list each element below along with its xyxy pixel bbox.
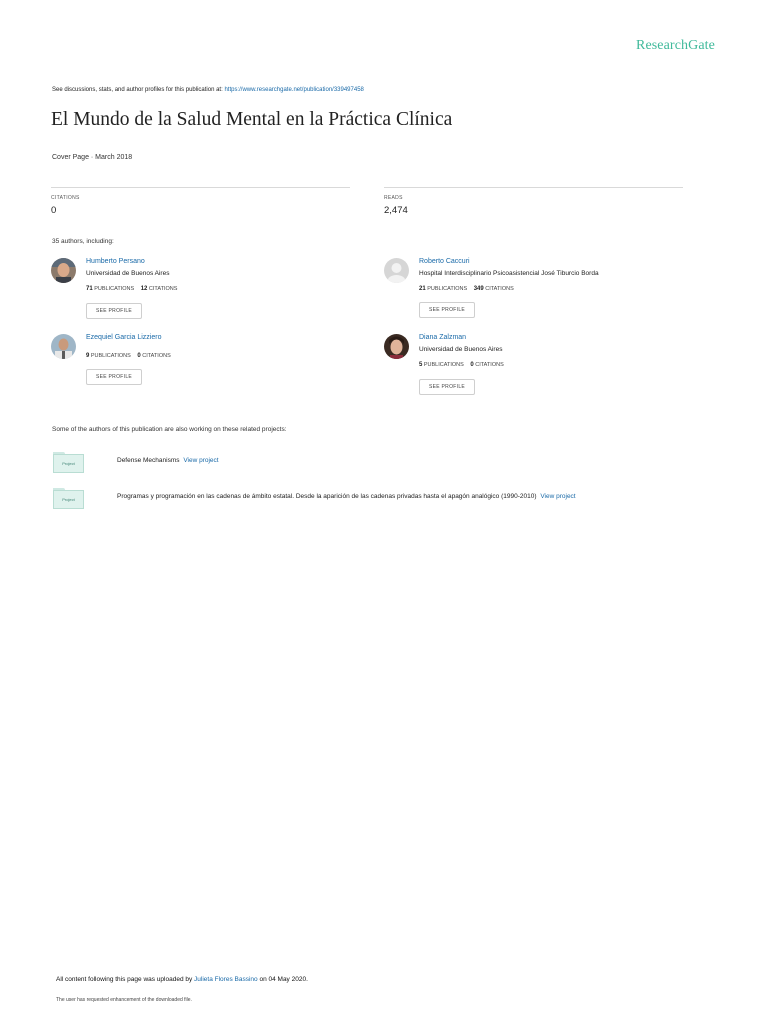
- author-institution: Universidad de Buenos Aires: [86, 270, 170, 277]
- view-project-link[interactable]: View project: [183, 457, 219, 464]
- see-profile-button[interactable]: SEE PROFILE: [419, 379, 475, 395]
- publications-label: PUBLICATIONS: [94, 286, 135, 292]
- publication-url-link[interactable]: https://www.researchgate.net/publication/339497458: [224, 87, 364, 93]
- author-counts: [419, 362, 504, 368]
- citations-count: 0: [137, 353, 141, 359]
- author-name[interactable]: Humberto Persano: [86, 258, 145, 265]
- default-avatar-icon[interactable]: [384, 258, 409, 283]
- project-title: Defense Mechanisms: [117, 457, 180, 464]
- author-name[interactable]: Roberto Caccuri: [419, 258, 470, 265]
- see-profile-button[interactable]: SEE PROFILE: [86, 303, 142, 319]
- publications-count: 21: [419, 286, 426, 292]
- publications-count: 71: [86, 286, 93, 292]
- view-project-link[interactable]: View project: [540, 493, 576, 500]
- publication-title: El Mundo de la Salud Mental en la Práctica Clínica: [51, 109, 453, 130]
- project-title-line: [117, 493, 576, 500]
- publications-label: PUBLICATIONS: [90, 353, 131, 359]
- related-project-item: [53, 452, 733, 476]
- author-counts: [419, 286, 514, 292]
- uploader-link[interactable]: Julieta Flores Bassino: [194, 976, 258, 983]
- project-title: Programas y programación en las cadenas de ámbito estatal. Desde la aparición de las cadenas privadas hasta el apagón analógico (1990-2010): [117, 493, 537, 500]
- author-card-diana-zalzman: [384, 334, 684, 394]
- author-name[interactable]: Ezequiel Garcia Lizziero: [86, 334, 162, 341]
- publications-count: 5: [419, 362, 423, 368]
- see-profile-button[interactable]: SEE PROFILE: [86, 369, 142, 385]
- related-project-item: [53, 488, 733, 512]
- citations-count: 12: [140, 286, 148, 292]
- enhancement-note: The user has requested enhancement of the downloaded file.: [56, 997, 192, 1003]
- reads-label: READS: [384, 195, 403, 201]
- author-avatar[interactable]: [51, 258, 76, 283]
- project-folder-icon[interactable]: [53, 452, 84, 474]
- citations-label: CITATIONS: [475, 362, 504, 368]
- publications-count: 9: [86, 353, 90, 359]
- project-icon-label: Project: [53, 490, 84, 509]
- author-card-ezequiel-garcia-lizziero: [51, 334, 351, 394]
- publications-label: PUBLICATIONS: [423, 362, 464, 368]
- citations-label: CITATIONS: [485, 286, 514, 292]
- author-name[interactable]: Diana Zalzman: [419, 334, 467, 341]
- publications-label: PUBLICATIONS: [427, 286, 468, 292]
- see-discussions-line: [52, 87, 364, 93]
- author-counts: [86, 353, 171, 359]
- author-institution: Hospital Interdisciplinario Psicoasistencial José Tiburcio Borda: [419, 270, 599, 277]
- citations-label: CITATIONS: [51, 195, 80, 201]
- see-discussions-text: See discussions, stats, and author profiles for this publication at:: [52, 87, 223, 93]
- author-card-humberto-persano: [51, 258, 351, 318]
- uploaded-prefix: All content following this page was uploaded by: [56, 976, 193, 983]
- reads-stat: [384, 187, 683, 216]
- authors-heading: 35 authors, including:: [52, 238, 114, 245]
- citations-stat: [51, 187, 350, 216]
- project-icon-label: Project: [53, 454, 84, 473]
- see-profile-button[interactable]: SEE PROFILE: [419, 302, 475, 318]
- related-projects-heading: Some of the authors of this publication are also working on these related projects:: [52, 426, 287, 433]
- citations-value: 0: [51, 205, 57, 216]
- author-avatar[interactable]: [384, 334, 409, 359]
- uploaded-suffix: on 04 May 2020.: [259, 976, 308, 983]
- uploaded-by-line: [56, 976, 308, 983]
- project-folder-icon[interactable]: [53, 488, 84, 510]
- citations-count: 0: [470, 362, 474, 368]
- project-title-line: [117, 457, 219, 464]
- reads-value: 2,474: [384, 205, 408, 216]
- author-card-roberto-caccuri: [384, 258, 684, 318]
- citations-label: CITATIONS: [148, 286, 178, 292]
- author-avatar[interactable]: [51, 334, 76, 359]
- researchgate-logo[interactable]: ResearchGate: [636, 38, 715, 53]
- citations-count: 349: [473, 286, 484, 292]
- author-institution: Universidad de Buenos Aires: [419, 346, 503, 353]
- citations-label: CITATIONS: [142, 353, 171, 359]
- author-counts: [86, 286, 177, 292]
- publication-type-date: Cover Page · March 2018: [52, 154, 133, 161]
